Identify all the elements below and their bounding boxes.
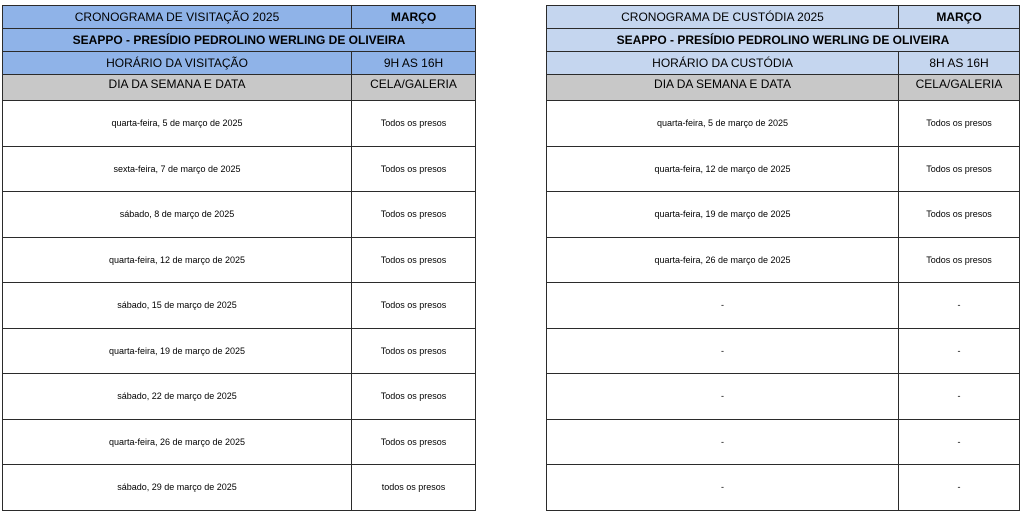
visitation-title-row bbox=[3, 6, 476, 29]
visit-cell: Todos os presos bbox=[352, 374, 476, 420]
visitation-title: CRONOGRAMA DE VISITAÇÃO 2025 bbox=[3, 6, 352, 29]
table-row bbox=[3, 419, 476, 465]
custody-date: quarta-feira, 19 de março de 2025 bbox=[547, 192, 899, 238]
table-row bbox=[547, 237, 1020, 283]
visitation-hours-label: HORÁRIO DA VISITAÇÃO bbox=[3, 52, 352, 75]
custody-cell: - bbox=[899, 328, 1020, 374]
custody-cell: - bbox=[899, 419, 1020, 465]
custody-date: quarta-feira, 26 de março de 2025 bbox=[547, 237, 899, 283]
custody-date: - bbox=[547, 283, 899, 329]
visit-cell: Todos os presos bbox=[352, 146, 476, 192]
visit-cell: Todos os presos bbox=[352, 237, 476, 283]
visit-date: quarta-feira, 12 de março de 2025 bbox=[3, 237, 352, 283]
custody-unit: SEAPPO - PRESÍDIO PEDROLINO WERLING DE OLIVEIRA bbox=[547, 29, 1020, 52]
custody-schedule-table bbox=[546, 5, 1020, 511]
visitation-hours-row bbox=[3, 52, 476, 75]
custody-cell: - bbox=[899, 465, 1020, 511]
custody-date: - bbox=[547, 374, 899, 420]
table-row bbox=[547, 465, 1020, 511]
table-row bbox=[547, 101, 1020, 147]
custody-title: CRONOGRAMA DE CUSTÓDIA 2025 bbox=[547, 6, 899, 29]
visit-date: sexta-feira, 7 de março de 2025 bbox=[3, 146, 352, 192]
custody-date: quarta-feira, 5 de março de 2025 bbox=[547, 101, 899, 147]
table-row bbox=[3, 465, 476, 511]
custody-month: MARÇO bbox=[899, 6, 1020, 29]
visit-date: sábado, 22 de março de 2025 bbox=[3, 374, 352, 420]
visitation-unit-row bbox=[3, 29, 476, 52]
table-row bbox=[3, 283, 476, 329]
custody-cell: Todos os presos bbox=[899, 146, 1020, 192]
table-row bbox=[3, 328, 476, 374]
visit-cell: Todos os presos bbox=[352, 101, 476, 147]
visit-date: sábado, 15 de março de 2025 bbox=[3, 283, 352, 329]
visitation-col-cell: CELA/GALERIA bbox=[352, 75, 476, 101]
visitation-unit: SEAPPO - PRESÍDIO PEDROLINO WERLING DE OLIVEIRA bbox=[3, 29, 476, 52]
table-row bbox=[547, 283, 1020, 329]
visit-cell: todos os presos bbox=[352, 465, 476, 511]
custody-cell: Todos os presos bbox=[899, 237, 1020, 283]
table-row bbox=[3, 237, 476, 283]
table-row bbox=[547, 146, 1020, 192]
custody-cell: Todos os presos bbox=[899, 101, 1020, 147]
visitation-column-headers bbox=[3, 75, 476, 101]
custody-date: - bbox=[547, 328, 899, 374]
table-row bbox=[3, 374, 476, 420]
custody-date: quarta-feira, 12 de março de 2025 bbox=[547, 146, 899, 192]
custody-date: - bbox=[547, 465, 899, 511]
table-row bbox=[3, 192, 476, 238]
visit-cell: Todos os presos bbox=[352, 419, 476, 465]
custody-cell: Todos os presos bbox=[899, 192, 1020, 238]
custody-cell: - bbox=[899, 374, 1020, 420]
table-row bbox=[3, 146, 476, 192]
table-row bbox=[547, 419, 1020, 465]
custody-hours-label: HORÁRIO DA CUSTÓDIA bbox=[547, 52, 899, 75]
table-row bbox=[547, 192, 1020, 238]
visit-cell: Todos os presos bbox=[352, 328, 476, 374]
visit-date: sábado, 8 de março de 2025 bbox=[3, 192, 352, 238]
visitation-month: MARÇO bbox=[352, 6, 476, 29]
custody-unit-row bbox=[547, 29, 1020, 52]
visit-cell: Todos os presos bbox=[352, 283, 476, 329]
custody-date: - bbox=[547, 419, 899, 465]
visit-date: quarta-feira, 19 de março de 2025 bbox=[3, 328, 352, 374]
custody-title-row bbox=[547, 6, 1020, 29]
visitation-hours-value: 9H AS 16H bbox=[352, 52, 476, 75]
visitation-schedule-table bbox=[2, 5, 476, 511]
table-row bbox=[547, 328, 1020, 374]
table-row bbox=[547, 374, 1020, 420]
custody-col-day: DIA DA SEMANA E DATA bbox=[547, 75, 899, 101]
visit-date: quarta-feira, 5 de março de 2025 bbox=[3, 101, 352, 147]
custody-cell: - bbox=[899, 283, 1020, 329]
visitation-col-day: DIA DA SEMANA E DATA bbox=[3, 75, 352, 101]
custody-column-headers bbox=[547, 75, 1020, 101]
visit-date: quarta-feira, 26 de março de 2025 bbox=[3, 419, 352, 465]
custody-hours-row bbox=[547, 52, 1020, 75]
visit-date: sábado, 29 de março de 2025 bbox=[3, 465, 352, 511]
custody-col-cell: CELA/GALERIA bbox=[899, 75, 1020, 101]
table-row bbox=[3, 101, 476, 147]
custody-hours-value: 8H AS 16H bbox=[899, 52, 1020, 75]
visit-cell: Todos os presos bbox=[352, 192, 476, 238]
